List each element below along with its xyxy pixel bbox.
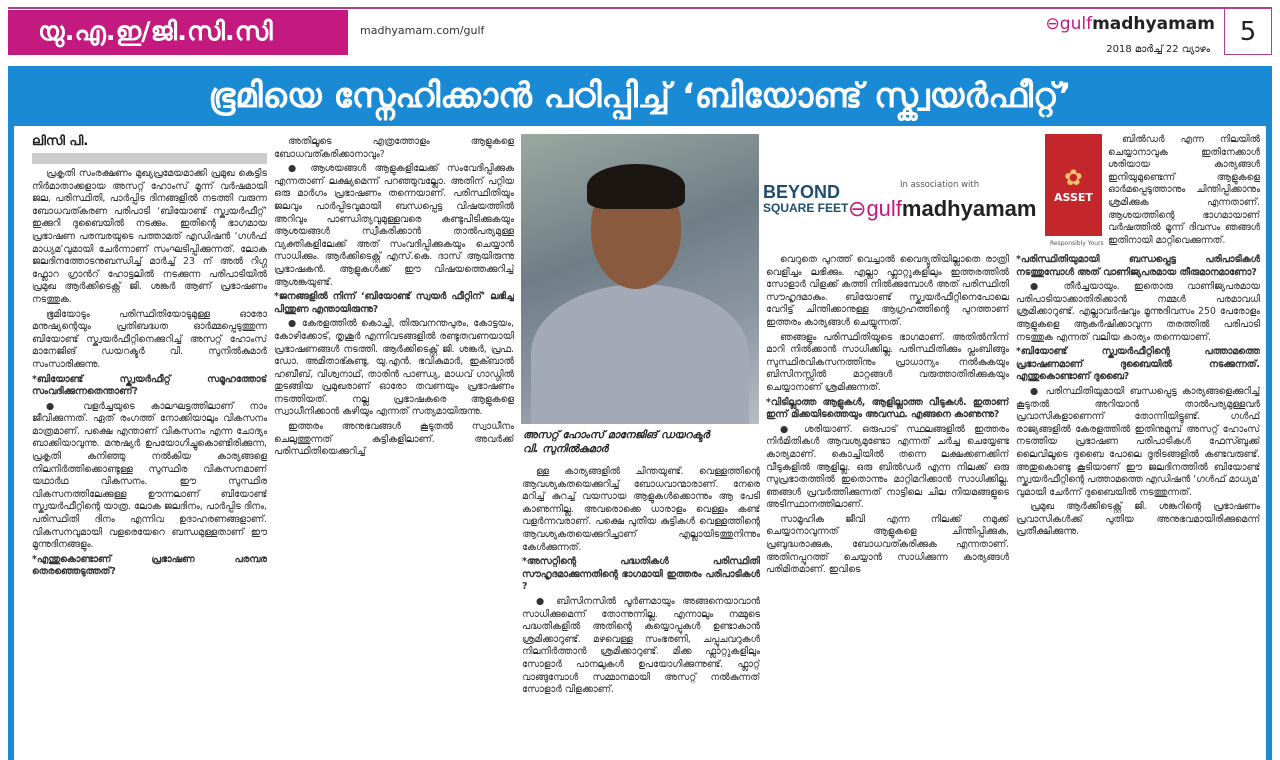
tree-icon: ✿ — [1064, 166, 1083, 191]
paragraph: സാമൂഹിക ജീവി എന്ന നിലക്ക് നമുക്ക് ചെയ്യാനാവുന്നത് ആളുകളെ ചിന്തിപ്പിക്കുക, പ്രബുദ്ധരാക്കുക, ബോധവത്കരിക്കുക എന്നതാണ്. അതിനപ്പുറത്ത് ചെയ്യാൻ സാധിക്കുന്ന കാര്യങ്ങൾ പരിമിതമാണ്. ഇവിടെ — [766, 513, 1009, 576]
paragraph: വെറുതെ പുറത്ത് വെച്ചാൽ വൈദ്യുതിയില്ലാതെ രാത്രി വെളിച്ചം ലഭിക്കും. എല്ലാ ഫ്ലാറ്റുകളിലും ഇത്തരത്തിൽ സോളാർ വിളക്ക് കത്തി നിൽക്കുമ്പോൾ അത് പരിസ്ഥിതി സൗഹൃദമാകും. ബിയോണ്ട് സ്ക്വയർഫീറ്റിനെപോലെ വേറിട്ട് ചിന്തിക്കാനുള്ള ആഗ്രഹത്തിന്റെ പുറത്താണ് ഇത്തരം കാര്യങ്ങൾ ചെയ്യുന്നത്. — [766, 254, 1009, 328]
site-url[interactable]: madhyamam.com/gulf — [360, 24, 485, 37]
beyond-square-feet-logo: BEYOND SQUARE FEET — [763, 182, 849, 215]
caption-line: വി. സുനിൽകുമാർ — [523, 443, 609, 455]
column-5 — [1016, 254, 1260, 758]
paragraph: *ബിയോണ്ട് സ്ക്വയർഫീറ്റ് സമൂഹത്തോട് സംവദിക്കുന്നതെന്താണ്? — [32, 373, 267, 398]
column-1 — [32, 168, 267, 758]
caption-line: അസറ്റ് ഹോംസ് മാനേജിങ് ഡയറക്ടർ — [523, 429, 710, 441]
byline-bar — [32, 153, 267, 164]
issue-date: 2018 മാർച്ച് 22 വ്യാഴം — [1106, 44, 1210, 55]
column-4 — [766, 254, 1009, 758]
paragraph: ● തീർച്ചയായും. ഇതൊരു വാണിജ്യപരമായ പരിപാടിയാക്കാതിരിക്കാൻ നമ്മൾ പരമാവധി ശ്രമിക്കാറുണ്ട്. എല്ലാവർഷവും മൂന്നുദിവസം 250 പേരോളം ആളുകളെ ആകർഷിക്കാവുന്ന തരത്തിൽ പരിപാടി നടത്തുക എന്നത് വലിയ കാര്യം തന്നെയാണ്. — [1016, 281, 1260, 343]
gulf-madhyamam-logo: ⊖gulfmadhyamam — [848, 196, 1037, 221]
paragraph: ബിൽഡർ എന്ന നിലയിൽ ചെയ്യാനാവുക ഇതിനേക്കാൾ ശരിയായ കാര്യങ്ങൾ ഇനിയുമുണ്ടെന്ന് ആളുകളെ ഓർമപ്പെടുത്താനും ചിന്തിപ്പിക്കാനും ശ്രമിക്കുക എന്നതാണ്. ആശയത്തിന്റെ ഭാഗമായാണ് വർഷത്തിൽ മൂന്ന് ദിവസം ഞങ്ങൾ ഇതിനായി മാറ്റിവെക്കുന്നത്. — [1108, 134, 1260, 246]
paragraph: പ്രകൃതി സംരക്ഷണം മുഖ്യപ്രമേയമാക്കി പ്രമുഖ കെട്ടിട നിർമാതാക്കളായ അസറ്റ് ഹോംസ് മൂന്ന് വർഷമായി ജല, പരിസ്ഥിതി, പാർപ്പിട ദിനങ്ങളിൽ നടത്തി വരുന്ന ബോധവത്കരണ പരിപാടി ‘ബിയോണ്ട് സ്ക്വയർഫീറ്റ്’ ഇക്കുറി ദുബൈയിൽ നടക്കും. ഇതിന്റെ ഭാഗമായ പ്രഭാഷണ പരമ്പരയുടെ പത്താമത് എഡിഷൻ ‘ഗൾഫ് മാധ്യമ’വുമായി ചേർന്നാണ് സംഘടിപ്പിക്കുന്നത്. ലോക ജലദിനത്തോടനുബന്ധിച്ച് മാർച്ച് 23 ന് അൽ റിഗ്ഗ ഫ്ലോറ ഗ്രാൻറ് ഹോട്ടലിൽ നടക്കുന്ന പരിപാടിയിൽ പ്രമുഖ ആർക്കിടെക്റ്റ് ജി. ശങ്കർ ആണ് പ്രഭാഷണം നടത്തുക. — [32, 168, 267, 305]
asset-logo: ✿ ASSET — [1045, 134, 1102, 236]
paragraph: ഇത്തരം അനുഭവങ്ങൾ കൂടുതൽ സ്വാധീനം ചെലുത്തുന്നത് കുട്ടികളിലാണ്. അവർക്ക് പരിസ്ഥിതിയെക്കുറിച്ച് — [274, 421, 514, 458]
page-number: 5 — [1224, 9, 1272, 55]
photo-caption — [523, 428, 709, 456]
column-5-top — [1108, 134, 1260, 247]
paragraph: *ബിയോണ്ട് സ്ക്വയർഫീറ്റിന്റെ പത്താമത്തെ പ്രഭാഷണമാണ് ദുബൈയിൽ നടക്കുന്നത്. എന്തുകൊണ്ടാണ് ദുബൈ? — [1016, 346, 1260, 383]
paragraph: *വിടില്ലാത്ത ആളുകൾ, ആളില്ലാത്ത വീടുകൾ. ഇതാണ് ഇന്ന് മിക്കയിടത്തെയും അവസ്ഥ. എങ്ങനെ കാണുന്നു? — [766, 396, 1009, 421]
paragraph: *പരിസ്ഥിതിയുമായി ബന്ധപ്പെട്ട പരിപാടികൾ നടത്തുമ്പോൾ അത് വാണിജ്യപരമായ തീരുമാനമാണോ? — [1016, 254, 1260, 278]
asset-tagline: Responsibly Yours — [1050, 240, 1104, 247]
masthead-logo: ⊖gulfmadhyamam — [1045, 14, 1215, 34]
portrait-photo — [521, 134, 759, 424]
paragraph: ഞങ്ങളും പരിസ്ഥിതിയുടെ ഭാഗമാണ്. അതിൽനിന്ന് മാറി നിൽക്കാൻ സാധിക്കില്ല. പരിസ്ഥിതിക്കും പ്ലംബിങ്ങും സുസ്ഥിരവികസനത്തിനും പ്രാധാന്യം നൽകുകയും ബിസിനസ്സിൽ മാറ്റങ്ങൾ വരുത്താതിരിക്കുകയും ചെയ്യാനാണ് ശ്രമിക്കുന്നത്. — [766, 331, 1009, 393]
column-2 — [274, 136, 514, 756]
paragraph: *എന്തുകൊണ്ടാണ് പ്രഭാഷണ പരമ്പര തെരഞ്ഞെടുത്തത്? — [32, 553, 267, 578]
photo-shirt — [531, 284, 749, 424]
paragraph: അതിലൂടെ എത്രത്തോളം ആളുകളെ ബോധവത്കരിക്കാനാവും? — [274, 136, 514, 160]
paragraph: പ്രമുഖ ആർക്കിടെക്റ്റ് ജി. ശങ്കറിന്റെ പ്രഭാഷണം പ്രവാസികൾക്ക് പുതിയ അനുഭവമായിരിക്കുമെന്ന് പ്രതീക്ഷിക്കുന്നു. — [1016, 501, 1260, 538]
paragraph: ള്ള കാര്യങ്ങളിൽ ചിന്തയുണ്ട്. വെള്ളത്തിന്റെ ആവശ്യകതയെക്കുറിച്ച് ബോധവാന്മാരാണ്. നേരെ മറിച്ച് കുറച്ച് വയസായ ആളുകൾക്കൊന്നും ആ പേടി കാണുന്നില്ല. അവരൊക്കെ ധാരാളം വെള്ളം കണ്ട് വളർന്നവരാണ്. പക്ഷെ പുതിയ കുട്ടികൾ വെള്ളത്തിന്റെ ആവശ്യകതയെക്കുറിച്ചാണ് എല്ലായിടത്തുനിന്നും കേൾക്കുന്നത്. — [522, 466, 760, 553]
paragraph: ഭൂമിയോടും പരിസ്ഥിതിയോടുമുള്ള ഓരോ മനുഷ്യന്റെയും പ്രതിബദ്ധത ഓർമ്മപ്പെടുത്തുന്ന ബിയോണ്ട് സ്ക്വയർഫീറ്റിനെക്കുറിച്ച് അസറ്റ് ഹോംസ് മാനേജിങ് ഡയറക്ടർ വി. സുനിൽകുമാർ സംസാരിക്കുന്നു. — [32, 308, 267, 370]
column-3 — [522, 466, 760, 758]
paragraph: ● പരിസ്ഥിതിയുമായി ബന്ധപ്പെട്ട കാര്യങ്ങളെക്കുറിച്ച് കൂടുതൽ അറിയാൻ താൽപര്യമുള്ളവർ പ്രവാസികളാണെന്ന് തോന്നിയിട്ടുണ്ട്. ഗൾഫ് രാജ്യങ്ങളിൽ കേരളത്തിൽ ഇതിനുമുമ്പ് അസറ്റ് ഹോംസ് നടത്തിയ പ്രഭാഷണ പരിപാടികൾ ഫേസ്ബുക്ക് ലൈവിലൂടെ ദുബൈ പോലെ ദൂരിടങ്ങളിൽ കണ്ടവരുണ്ട്. അതുകൊണ്ടു കൂടിയാണ് ഈ ജലദിനത്തിൽ ബിയോണ്ട് സ്ക്വയർഫീറ്റിന്റെ പത്താമത്തെ എഡിഷൻ ‘ഗൾഫ് മാധ്യമ’ വുമായി ചേർന്ന് ദുബൈയിൽ നടത്തുന്നത്. — [1016, 385, 1260, 498]
paragraph: ● ശരിയാണ്. ഒരുപാട് സ്ഥലങ്ങളിൽ ഇത്തരം നിർമിതികൾ ആവശ്യമുണ്ടോ എന്നത് ചർച്ച ചെയ്യേണ്ട കാര്യമാണ്. കൊച്ചിയിൽ തന്നെ ലക്ഷക്കണക്കിന് വീടുകളിൽ ആളില്ല. ഒരു ബിൽഡർ എന്ന നിലക്ക് ഒരു സുപ്രഭാതത്തിൽ ഇതൊന്നും മാറ്റിമറിക്കാൻ സാധിക്കില്ല. ഞങ്ങൾ പ്രവർത്തിക്കുന്നത് നാട്ടിലെ ചില നിയമങ്ങളുടെ അടിസ്ഥാനത്തിലാണ്. — [766, 423, 1009, 511]
paragraph: ● വളർച്ചയുടെ കാലഘട്ടത്തിലാണ് നാം ജീവിക്കുന്നത്. ഏത് രംഗത്ത് നോക്കിയാലും വികസനം മാത്രമാണ്. പക്ഷെ എന്താണ് വികസനം എന്ന ചോദ്യം ബാക്കിയാവുന്നു. മനുഷ്യർ ഉപയോഗിച്ചുകൊണ്ടിരിക്കുന്ന, പ്രകൃതി കനിഞ്ഞു നൽകിയ കാര്യങ്ങളെ നിലനിർത്തിക്കൊണ്ടുള്ള സുസ്ഥിര വികസനമാണ് യഥാർഥ വികസനം. ഈ സുസ്ഥിര വികസനത്തിലേക്കുള്ള ഊന്നലാണ് ബിയോണ്ട് സ്ക്വയർഫീറ്റിന്റെ യാത്ര. ലോക ജലദിനം, പാർപ്പിട ദിനം, പരിസ്ഥിതി ദിനം എന്നിവ ഉദാഹരണങ്ങളാണ്. വികസനവുമായി വളരെയേറെ ബന്ധമുള്ളതാണ് ഈ മൂന്നുദിനങ്ങളും. — [32, 400, 267, 551]
section-label: യു.എ.ഇ/ജി.സി.സി — [8, 10, 348, 55]
top-rule — [8, 7, 1272, 9]
paragraph: *അസറ്റിന്റെ പദ്ധതികൾ പരിസ്ഥിതി സൗഹൃദമാക്കുന്നതിന്റെ ഭാഗമായി ഇത്തരം പരിപാടികൾ ? — [522, 556, 760, 593]
headline: ഭൂമിയെ സ്നേഹിക്കാൻ പഠിപ്പിച്ച് ‘ബിയോണ്ട് സ്ക്വയർഫീറ്റ്’ — [8, 66, 1272, 126]
paragraph: ● ബിസിനസിൽ പൂർണമായും അങ്ങനെയാവാൻ സാധിക്കുമെന്ന് തോന്നുന്നില്ല. എന്നാലും നമ്മുടെ പദ്ധതികളിൽ അതിന്റെ കയ്യൊപ്പുകൾ ഉണ്ടാകാൻ ശ്രമിക്കാറുണ്ട്. മഴവെള്ള സംഭരണി, ചപ്പുചവറുകൾ നിലനിർത്താൻ ശ്രമിക്കാറുണ്ട്. മിക്ക ഫ്ലാറ്റുകളിലും സോളാർ പാനലുകൾ ഉപയോഗിക്കുന്നുണ്ട്. ഫ്ലാറ്റ് വാങ്ങുമ്പോൾ സമ്മാനമായി അസറ്റ് നൽകുന്നത് സോളാർ വിളക്കാണ്. — [522, 595, 760, 696]
paragraph: ● കേരളത്തിൽ കൊച്ചി, തിരുവനന്തപുരം, കോട്ടയം, കോഴിക്കോട്, തൃശൂർ എന്നിവടങ്ങളിൽ രണ്ടുതവണയായി പ്രഭാഷണങ്ങൾ നടത്തി. ആർക്കിടെക്റ്റ് ജി. ശങ്കർ, പ്രഫ. ഡോ. അമിതാഭ്കുണ്ടു, യു.എൻ. ഭവികുമാർ, ഇക്ബാൽ ഹബീബ്, വിശ്വനാഥ്, താരിൻ പാണ്ഡ്യ, മാധവ് ഗാഡ്ഗിൽ തുടങ്ങിയ പ്രമുഖരാണ് ഓരോ തവണയും പ്രഭാഷണം നടത്തിയത്. നല്ല പ്രഭാഷകരെ ആളുകളെ സ്വാധീനിക്കാൻ കഴിയും എന്നത് സത്യമായിരുന്നു. — [274, 318, 514, 418]
paragraph: ● ആശയങ്ങൾ ആളുകളിലേക്ക് സംവേദിപ്പിക്കുക എന്നതാണ് ലക്ഷ്യമെന്ന് പറഞ്ഞുവല്ലോ. അതിന് പറ്റിയ ഒരു മാർഗം പ്രഭാഷണം തന്നെയാണ്. പരിസ്ഥിതിയും ജലവും പാർപ്പിടവുമായി ബന്ധപ്പെട്ട വിഷയത്തിൽ അറിവും പാണ്ഡിത്യവുമുള്ളവരെ കണ്ടുപിടിക്കുകയും ആശയങ്ങൾ സ്വീകരിക്കാൻ താൽപര്യമുള്ള വ്യക്തികളിലേക്ക് അത് സംവദിപ്പിക്കുകയും ചെയ്യാൻ സാധിക്കും. ആർക്കിടെക്റ്റ് എസ്.കെ. ദാസ് ആയിരുന്നു പ്രഭാഷകൻ. ആളുകൾക്ക് ഈ വിഷയത്തെക്കുറിച്ച് ആശങ്കയുണ്ട്. — [274, 163, 514, 288]
photo-hair — [587, 164, 685, 209]
paragraph: *ജനങ്ങളിൽ നിന്ന് ‘ബിയോണ്ട് സ്വയർ ഫീറ്റിന്’ ലഭിച്ച പിന്തുണ എന്തായിരുന്നു? — [274, 291, 514, 315]
association-text: In association with — [900, 180, 980, 190]
byline: ലിസി പി. — [32, 134, 89, 149]
